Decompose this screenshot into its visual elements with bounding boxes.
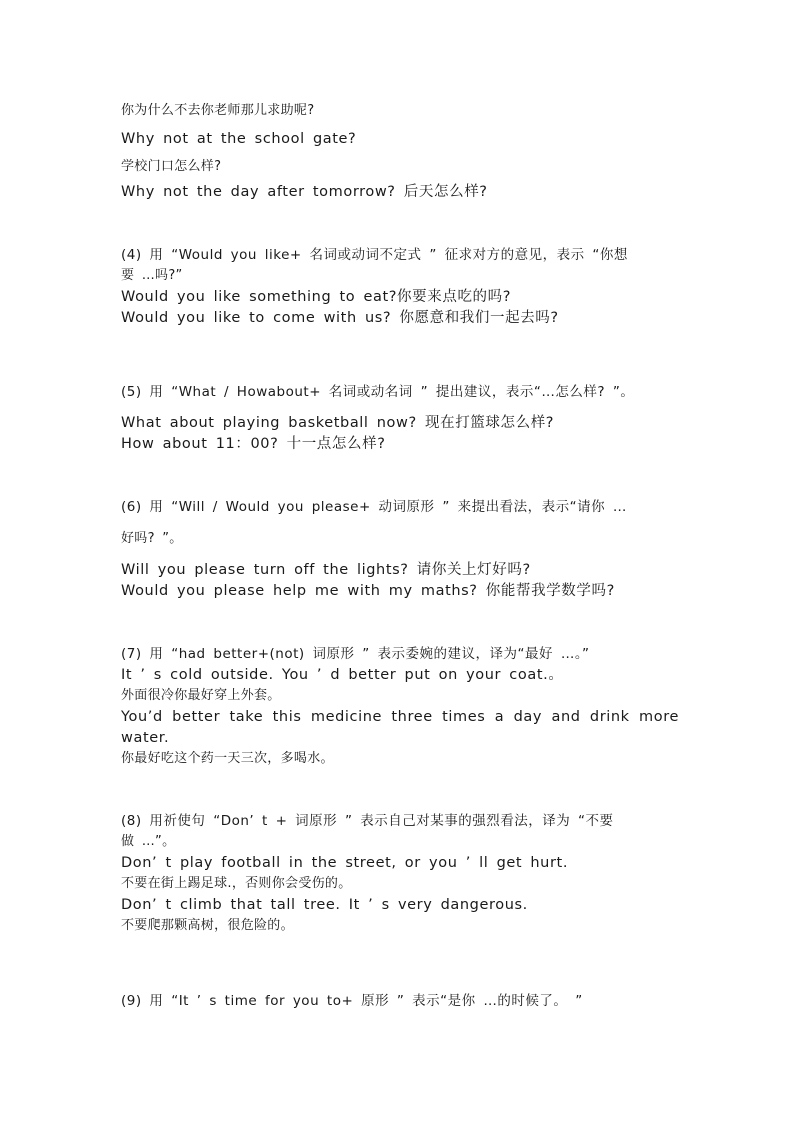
text-line: 不要爬那颗高树，很危险的。 [121, 918, 294, 933]
text-line: Will you please turn off the lights? 请你关上灯好吗? [121, 562, 531, 578]
text-line: You’d better take this medicine three times a day and drink more [121, 709, 679, 725]
text-line: Would you like something to eat?你要来点吃的吗? [121, 289, 512, 305]
text-line: How about 11：00? 十一点怎么样? [121, 436, 386, 452]
text-line: 好吗? ”。 [121, 531, 183, 546]
text-line: Would you like to come with us? 你愿意和我们一起去吗? [121, 310, 559, 326]
text-line: Why not at the school gate? [121, 131, 357, 147]
text-line: What about playing basketball now? 现在打篮球怎么样? [121, 415, 555, 431]
text-line: 学校门口怎么样? [121, 159, 222, 174]
section-heading: (9) 用 “It ’ s time for you to+ 原形 ” 表示“是你 …的时候了。 ” [121, 993, 583, 1009]
text-line: Why not the day after tomorrow? 后天怎么样? [121, 184, 488, 200]
text-line: 外面很冷你最好穿上外套。 [121, 688, 281, 703]
text-line: 你为什么不去你老师那儿求助呢? [121, 103, 315, 118]
text-line: Would you please help me with my maths? 你能帮我学数学吗? [121, 583, 615, 599]
text-line: It ’ s cold outside. You ’ d better put on your coat.。 [121, 667, 564, 683]
text-line: water. [121, 730, 170, 746]
section-heading: (6) 用 “Will / Would you please+ 动词原形 ” 来提出看法，表示“请你 … [121, 499, 627, 515]
section-heading: (5) 用 “What / Howabout+ 名词或动名词 ” 提出建议，表示“…怎么样? ”。 [121, 384, 635, 400]
section-heading: (7) 用 “had better+(not) 词原形 ” 表示委婉的建议，译为“最好 …。” [121, 646, 590, 662]
text-line: 你最好吃这个药一天三次，多喝水。 [121, 751, 334, 766]
text-line: Don’ t play football in the street, or you ’ ll get hurt. [121, 855, 569, 871]
section-heading: (4) 用 “Would you like+ 名词或动词不定式 ” 征求对方的意见，表示 “你想 [121, 247, 628, 263]
section-heading: (8) 用祈使句 “Don’ t + 词原形 ” 表示自己对某事的强烈看法，译为 “不要 [121, 813, 614, 829]
text-line: 做 …”。 [121, 834, 176, 849]
text-line: Don’ t climb that tall tree. It ’ s very dangerous. [121, 897, 528, 913]
text-line: 不要在街上踢足球.，否则你会受伤的。 [121, 876, 352, 891]
text-line: 要 …吗?” [121, 268, 183, 283]
